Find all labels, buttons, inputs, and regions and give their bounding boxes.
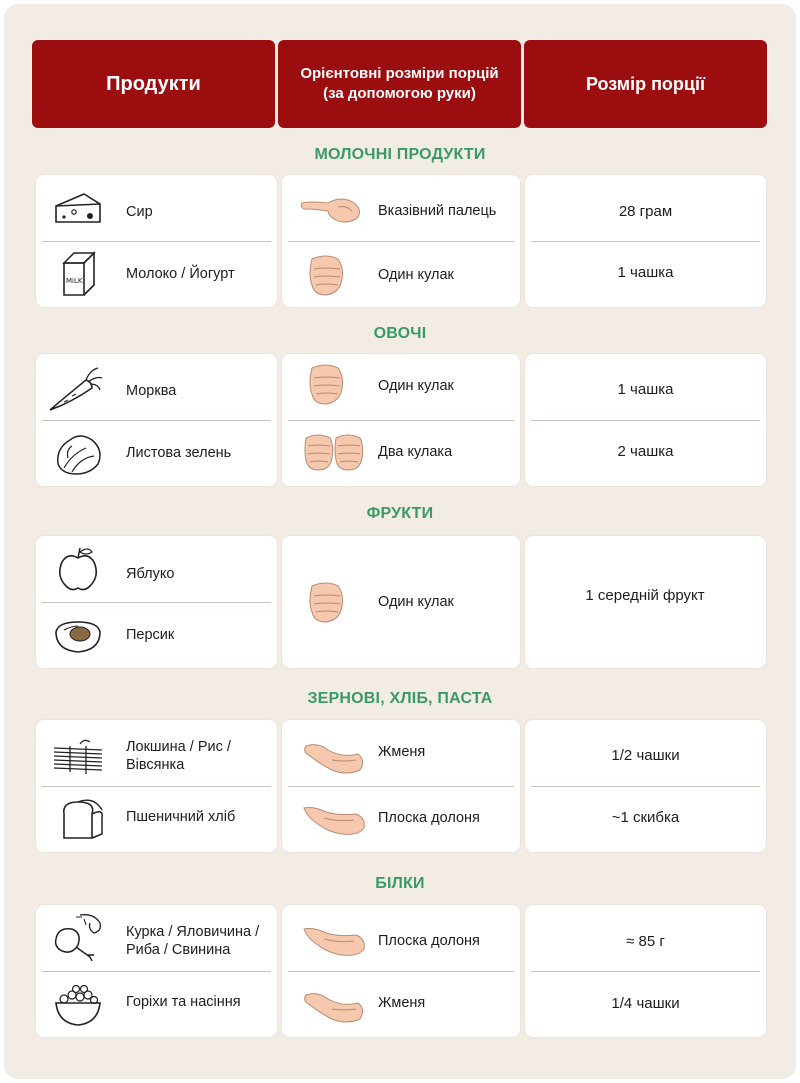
products-card-fruits	[36, 536, 277, 668]
product-label: Пшеничний хліб	[126, 809, 236, 825]
carrot-icon	[46, 364, 102, 414]
hand-card-fruits	[282, 536, 520, 668]
product-label: Морква	[126, 383, 177, 399]
header-portion-size: Розмір порції	[524, 40, 767, 128]
portion-size: 28 грам	[618, 203, 673, 220]
hand-label: Плоска долоня	[378, 810, 480, 826]
milk-carton-icon	[50, 249, 106, 299]
index-finger-icon	[298, 185, 372, 233]
row-divider	[531, 420, 760, 421]
hand-label: Один кулак	[378, 267, 454, 283]
size-card-vegetables	[525, 354, 766, 486]
two-fists-icon	[300, 428, 374, 476]
portion-size: 1/4 чашки	[611, 995, 680, 1012]
portion-size: 2 чашка	[617, 443, 674, 460]
portion-size: 1 чашка	[617, 264, 674, 281]
portion-size: 1/2 чашки	[611, 747, 680, 764]
hand-card-proteins	[282, 905, 520, 1037]
portion-size: ≈ 85 г	[626, 933, 665, 950]
product-label: Листова зелень	[126, 445, 232, 461]
fist-icon	[290, 360, 364, 408]
pasta-bundle-icon	[50, 730, 106, 780]
fist-icon	[290, 578, 364, 626]
size-card-fruits	[525, 536, 766, 668]
lettuce-icon	[50, 428, 106, 478]
cupped-hand-icon	[298, 730, 372, 778]
fist-icon	[290, 251, 364, 299]
section-title-grains: ЗЕРНОВІ, ХЛІБ, ПАСТА	[307, 690, 493, 707]
section-title-vegetables: ОВОЧІ	[373, 325, 427, 342]
section-title-proteins: БІЛКИ	[375, 875, 425, 892]
portion-size: 1 чашка	[617, 381, 674, 398]
cheese-icon	[50, 184, 106, 234]
portion-size: 1 середній фрукт	[585, 587, 705, 604]
hand-label: Два кулака	[378, 444, 453, 460]
product-label: Персик	[126, 627, 175, 643]
hand-label: Вказівний палець	[378, 203, 497, 219]
size-card-grains	[525, 720, 766, 852]
products-card-dairy	[36, 175, 277, 307]
product-label: Горіхи та насіння	[126, 994, 241, 1010]
product-label: Сир	[126, 204, 153, 220]
header-hand-portion: Орієнтовні розміри порцій (за допомогою руки)	[278, 40, 521, 128]
product-label: Молоко / Йогурт	[126, 266, 235, 282]
section-title-fruits: ФРУКТИ	[366, 505, 434, 522]
hand-card-dairy	[282, 175, 520, 307]
size-card-dairy	[525, 175, 766, 307]
nuts-bowl-icon	[50, 979, 106, 1029]
section-title-dairy: МОЛОЧНІ ПРОДУКТИ	[314, 146, 486, 163]
hand-label: Плоска долоня	[378, 933, 480, 949]
product-label: Локшина / Рис / Вівсянка	[126, 739, 231, 773]
cupped-hand-icon	[298, 979, 372, 1027]
hand-card-vegetables	[282, 354, 520, 486]
size-card-proteins	[525, 905, 766, 1037]
meat-shrimp-icon	[50, 911, 106, 961]
product-label: Курка / Яловичина / Риба / Свинина	[126, 924, 260, 958]
apple-icon	[50, 544, 106, 594]
hand-label: Жменя	[378, 744, 426, 760]
portion-size: ~1 скибка	[611, 809, 680, 826]
row-divider	[531, 241, 760, 242]
flat-palm-icon	[298, 915, 372, 963]
hand-label: Жменя	[378, 995, 426, 1011]
header-products: Продукти	[32, 40, 275, 128]
row-divider	[531, 786, 760, 787]
row-divider	[531, 971, 760, 972]
peach-icon	[50, 610, 106, 660]
bread-icon	[50, 794, 106, 844]
table-header	[32, 40, 767, 128]
hand-label: Один кулак	[378, 378, 454, 394]
products-card-vegetables	[36, 354, 277, 486]
svg-text:MiLK: MiLK	[66, 277, 83, 285]
products-card-grains	[36, 720, 277, 852]
products-card-proteins	[36, 905, 277, 1037]
hand-card-grains	[282, 720, 520, 852]
flat-palm-icon	[298, 794, 372, 842]
product-label: Яблуко	[126, 566, 175, 582]
hand-label: Один кулак	[378, 594, 454, 610]
